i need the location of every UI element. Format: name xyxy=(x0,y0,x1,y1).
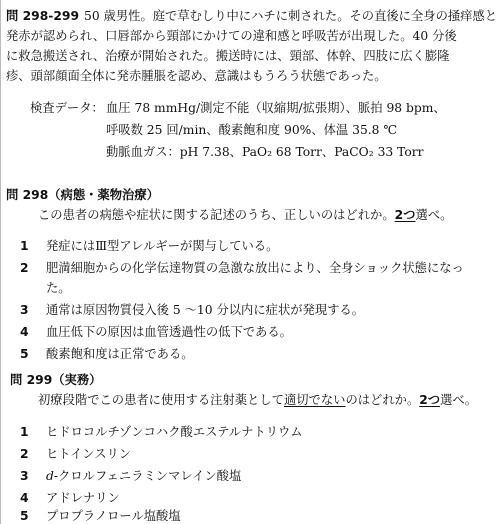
q298-stem-emphasis: 2つ xyxy=(394,208,416,222)
case-line-3: に救急搬送され、治療が開始された。搬送時には、頸部、体幹、四肢に広く膨隆 xyxy=(6,49,450,63)
q299-stem-end: 選べ。 xyxy=(440,393,478,407)
q299-stem-emphasis: 2つ xyxy=(419,393,441,407)
q299-stem xyxy=(38,392,477,408)
option-number: 2 xyxy=(20,261,29,275)
q298-option-continuation xyxy=(20,280,71,296)
q299-option xyxy=(20,508,181,524)
option-prefix: d xyxy=(46,469,54,483)
option-text: 発症にはⅢ型アレルギーが関与している。 xyxy=(46,239,279,253)
option-number: 3 xyxy=(20,469,29,483)
case-line-2: 発赤が認められ、口唇部から頸部にかけての違和感と呼吸苦が出現した。40 分後 xyxy=(6,29,457,43)
option-number: 5 xyxy=(20,509,29,523)
option-number: 3 xyxy=(20,303,29,317)
q298-stem-text: この患者の病態や症状に関する記述のうち、正しいのはどれか。 xyxy=(38,208,395,222)
option-text: 酸素飽和度は正常である。 xyxy=(46,347,194,361)
q299-option xyxy=(20,446,131,462)
option-text: ヒトインスリン xyxy=(46,447,132,461)
option-text: プロプラノロール塩酸塩 xyxy=(46,509,181,523)
q299-stem-underlined: 適切でない xyxy=(283,393,346,407)
q298-option xyxy=(20,238,278,254)
q299-stem-mid: のはどれか。 xyxy=(345,393,420,407)
q299-option xyxy=(20,424,303,440)
q298-option xyxy=(20,324,292,340)
option-text: た。 xyxy=(46,281,71,295)
option-text: 肥満細胞からの化学伝達物質の急激な放出により、全身ショック状態になっ xyxy=(46,261,464,275)
option-number: 1 xyxy=(20,239,29,253)
q298-stem xyxy=(38,207,452,223)
q299-option xyxy=(20,468,241,484)
q299-option xyxy=(20,490,120,506)
q299-title: 問 299（実務） xyxy=(10,373,102,387)
option-text: ヒドロコルチゾンコハク酸エステルナトリウム xyxy=(46,425,303,439)
case-line-1: 50 歳男性。庭で草むしり中にハチに刺された。その直後に全身の掻痒感と xyxy=(84,9,497,23)
q298-option xyxy=(20,346,194,362)
q299-stem-text: 初療段階でこの患者に使用する注射薬として xyxy=(38,393,284,407)
option-text: 血圧低下の原因は血管透過性の低下である。 xyxy=(46,325,292,339)
exam-line-1: 血圧 78 mmHg/測定不能（収縮期/拡張期）、脈拍 98 bpm、 xyxy=(106,101,446,115)
q298-title: 問 298（病態・薬物治療） xyxy=(6,188,159,202)
option-number: 4 xyxy=(20,491,29,505)
q298-option xyxy=(20,260,464,276)
case-header: 問 298-299 xyxy=(6,9,80,23)
q298-option xyxy=(20,302,364,318)
exam-label: 検査データ： xyxy=(30,101,104,115)
q298-stem-end: 選べ。 xyxy=(415,208,453,222)
option-text: アドレナリン xyxy=(46,491,120,505)
exam-line-3: 動脈血ガス：pH 7.38、PaO₂ 68 Torr、PaCO₂ 33 Torr xyxy=(106,145,424,159)
option-text: 通常は原因物質侵入後 5 〜10 分以内に症状が発現する。 xyxy=(46,303,365,317)
option-number: 1 xyxy=(20,425,29,439)
option-number: 5 xyxy=(20,347,29,361)
case-line-4: 疹、頭部顔面全体に発赤腫脹を認め、意識はもうろう状態であった。 xyxy=(6,69,387,83)
option-text: -クロルフェニラミンマレイン酸塩 xyxy=(53,469,242,483)
option-number: 2 xyxy=(20,447,29,461)
exam-line-2: 呼吸数 25 回/min、酸素飽和度 90%、体温 35.8 ℃ xyxy=(106,123,398,137)
option-number: 4 xyxy=(20,325,29,339)
